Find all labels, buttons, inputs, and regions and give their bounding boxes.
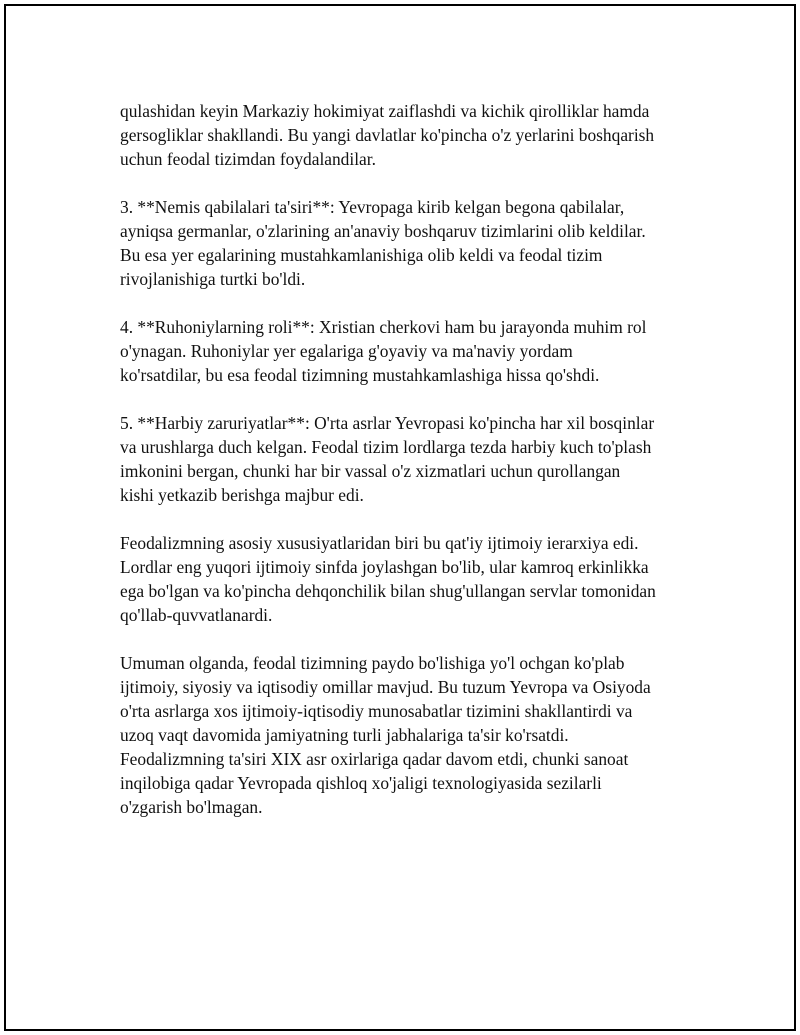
paragraph-item-3: 3. **Nemis qabilalari ta'siri**: Yevropaga kirib kelgan begona qabilalar, ayniqsa germanlar, o'zlarining an'anaviy boshqaruv tizimlarini olib keldilar. Bu esa yer egalarining mustahkamlanishiga olib keldi va feodal tizim rivojlanishiga turtki bo'ldi. [120, 197, 646, 289]
paragraph-continuation: qulashidan keyin Markaziy hokimiyat zaiflashdi va kichik qirolliklar hamda gersogliklar shakllandi. Bu yangi davlatlar ko'pincha o'z yerlarini boshqarish uchun feodal tizimdan foydalandilar. [120, 101, 655, 169]
paragraph-item-4: 4. **Ruhoniylarning roli**: Xristian cherkovi ham bu jarayonda muhim rol o'ynagan. Ruhoniylar yer egalariga g'oyaviy va ma'naviy yordam ko'rsatdilar, bu esa feodal tizimning mustahkamlashiga hissa qo'shdi. [120, 317, 647, 385]
paragraph-conclusion: Umuman olganda, feodal tizimning paydo bo'lishiga yo'l ochgan ko'plab ijtimoiy, siyosiy va iqtisodiy omillar mavjud. Bu tuzum Yevropa va Osiyoda o'rta asrlarga xos ijtimoiy-iqtisodiy munosabatlar tizimini shakllantirdi va uzoq vaqt davomida jamiyatning turli jabhalariga ta'sir ko'rsatdi. Feodalizmning ta'siri XIX asr oxirlariga qadar davom etdi, chunki sanoat inqilobiga qadar Yevropada qishloq xo'jaligi texnologiyasida sezilarli o'zgarish bo'lmagan. [120, 653, 651, 817]
paragraph-item-5: 5. **Harbiy zaruriyatlar**: O'rta asrlar Yevropasi ko'pincha har xil bosqinlar va urushlarga duch kelgan. Feodal tizim lordlarga tezda harbiy kuch to'plash imkonini bergan, chunki har bir vassal o'z xizmatlari uchun qurollangan kishi yetkazib berishga majbur edi. [120, 413, 655, 505]
page-frame [4, 4, 796, 1031]
document-body [120, 99, 710, 843]
paragraph-hierarchy: Feodalizmning asosiy xususiyatlaridan biri bu qat'iy ijtimoiy ierarxiya edi. Lordlar eng yuqori ijtimoiy sinfda joylashgan bo'lib, ular kamroq erkinlikka ega bo'lgan va ko'pincha dehqonchilik bilan shug'ullangan servlar tomonidan qo'llab-quvvatlanardi. [120, 533, 656, 625]
